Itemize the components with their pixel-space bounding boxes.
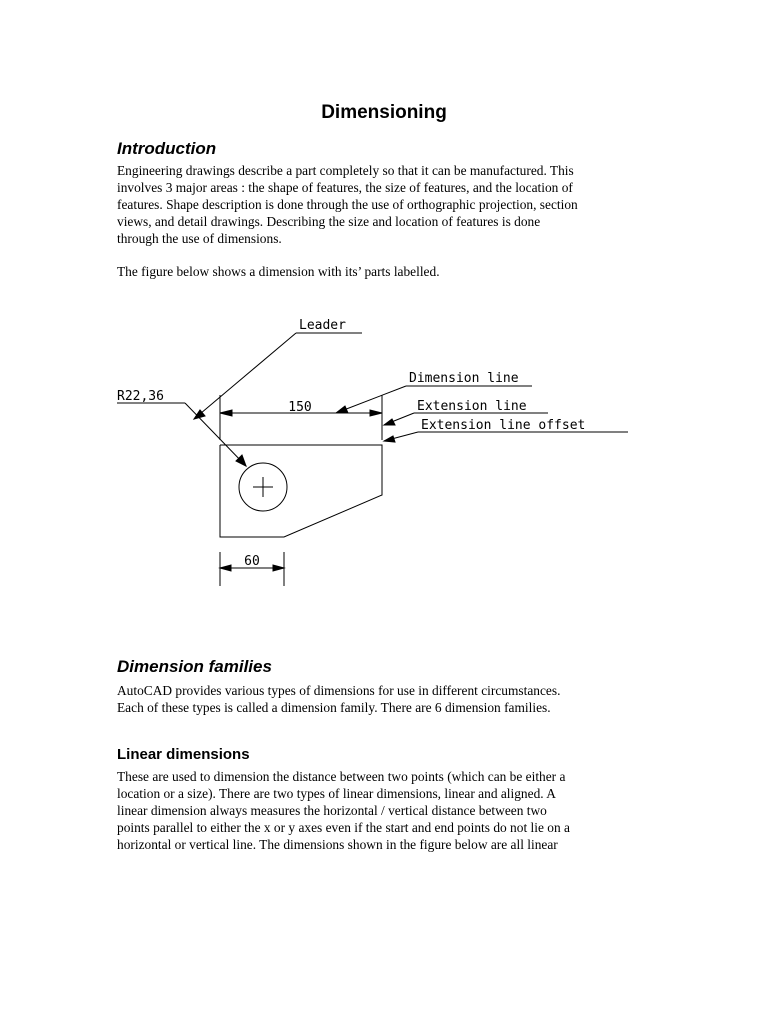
extension-line-offset-callout [384, 432, 628, 442]
dim-60-text: 60 [244, 554, 260, 569]
linear-line: points parallel to either the x or y axes even if the start and end points do not lie on a [117, 820, 570, 835]
caption-line: The figure below shows a dimension with its’ parts labelled. [117, 264, 440, 279]
radius-label: R22,36 [117, 389, 164, 404]
dimension-line-label: Dimension line [409, 371, 519, 386]
extension-line-offset-label: Extension line offset [421, 418, 586, 433]
families-heading: Dimension families [117, 657, 272, 676]
part-outline [220, 445, 382, 537]
intro-line: features. Shape description is done through the use of orthographic projection, section [117, 197, 578, 212]
hole [239, 463, 287, 511]
families-paragraph [117, 682, 657, 716]
extension-line-label: Extension line [417, 399, 527, 414]
dimension-diagram [100, 300, 640, 600]
intro-line: Engineering drawings describe a part completely so that it can be manufactured. This [117, 163, 574, 178]
intro-paragraph [117, 162, 657, 247]
page-title: Dimensioning [321, 102, 447, 123]
linear-line: location or a size). There are two types of linear dimensions, linear and aligned. A [117, 786, 556, 801]
figure-caption [117, 263, 657, 280]
intro-line: involves 3 major areas : the shape of features, the size of features, and the location of [117, 180, 573, 195]
linear-line: These are used to dimension the distance between two points (which can be either a [117, 769, 566, 784]
linear-line: linear dimension always measures the horizontal / vertical distance between two [117, 803, 547, 818]
leader-label: Leader [299, 318, 346, 333]
leader-callout [194, 333, 362, 419]
linear-paragraph [117, 768, 657, 853]
linear-line: horizontal or vertical line. The dimensions shown in the figure below are all linear [117, 837, 558, 852]
intro-line: views, and detail drawings. Describing the size and location of features is done [117, 214, 541, 229]
families-line: Each of these types is called a dimension family. There are 6 dimension families. [117, 700, 551, 715]
families-line: AutoCAD provides various types of dimensions for use in different circumstances. [117, 683, 561, 698]
intro-heading: Introduction [117, 139, 217, 158]
intro-line: through the use of dimensions. [117, 231, 282, 246]
linear-heading: Linear dimensions [117, 746, 250, 763]
dim-150-text: 150 [288, 400, 312, 415]
